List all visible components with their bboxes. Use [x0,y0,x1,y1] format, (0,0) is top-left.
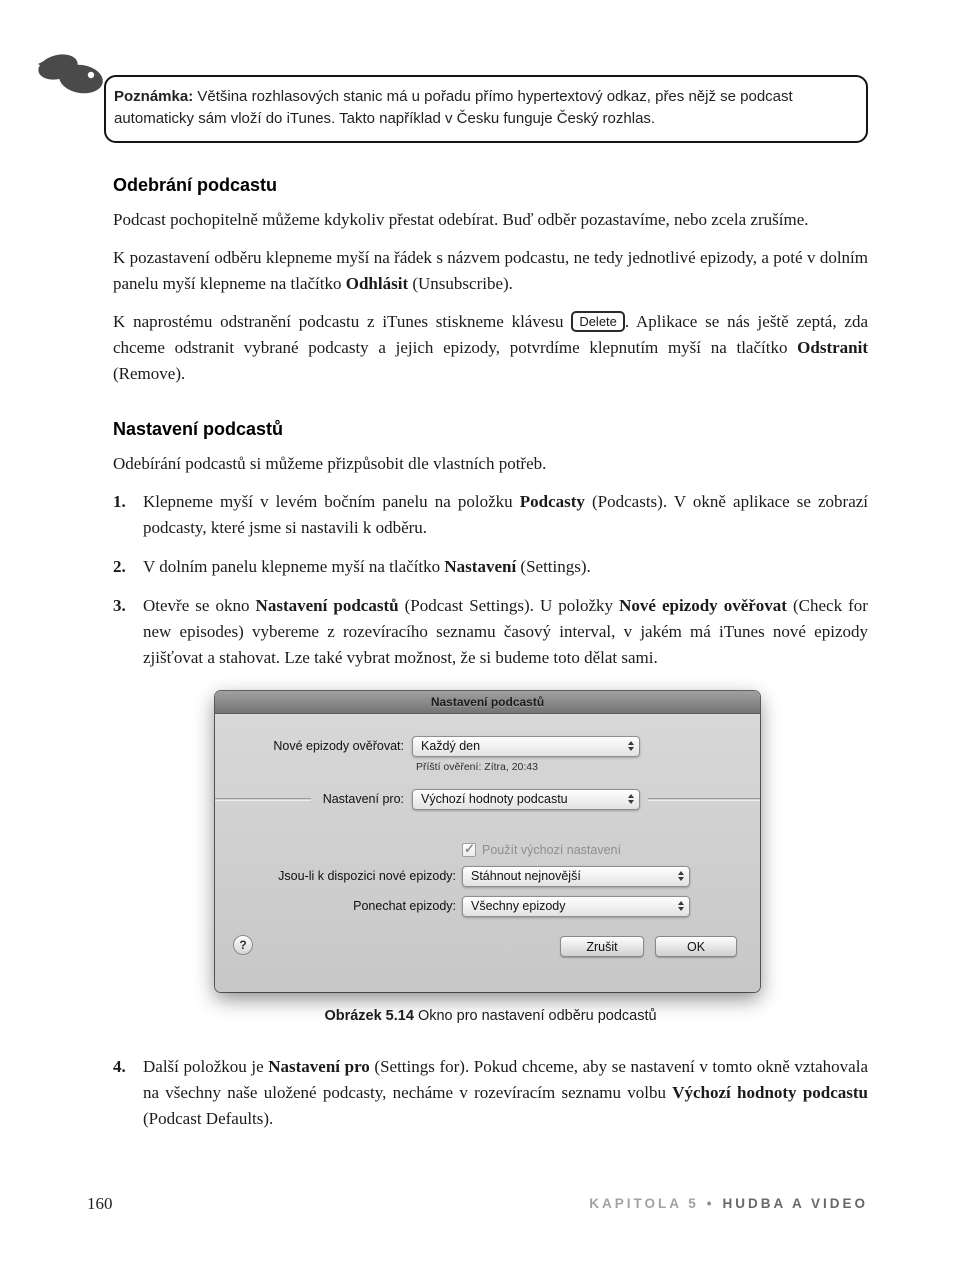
bold-term: Podcasty [519,492,585,511]
text-segment: (Unsubscribe). [408,274,513,293]
running-footer [589,1196,868,1211]
paragraph [113,309,868,387]
text-segment: Klepneme myší v levém bočním panelu na položku [143,492,520,511]
settings-for-dropdown[interactable] [412,789,640,810]
checkmark-icon: ✓ [464,841,475,856]
text-segment: K pozastavení odběru klepneme myší na řádek s názvem podcastu, ne tedy jednotlivé epizody, a poté v dolním panelu myší klepneme na tlačítko [113,248,868,293]
list-item-text [143,1054,868,1132]
list-item-text [143,593,868,671]
paragraph [113,207,868,233]
footer-chapter: KAPITOLA 5 [589,1196,699,1211]
bold-term: Nastavení podcastů [255,596,399,615]
list-item [113,1054,868,1132]
help-button[interactable]: ? [233,935,253,955]
list-number: 3. [113,596,126,615]
figure-caption-text: Okno pro nastavení odběru podcastů [413,1008,657,1024]
text-segment: (Settings for). Pokud chceme, aby se nastavení v tomto okně vztahovala na všechny naše uložené podcasty, necháme v rozevíracím seznamu volbu [143,1057,868,1102]
dropdown-arrows-icon [628,794,634,804]
next-check-text: Příští ověření: Zítra, 20:43 [416,761,538,773]
paragraph [113,451,868,477]
list-item-text [143,554,868,580]
bold-term: Nastavení [444,557,517,576]
text-segment: (Remove). [113,364,186,383]
dropdown-value: Výchozí hodnoty podcastu [421,792,568,806]
bold-term: Nastavení pro [268,1057,370,1076]
text-segment: K naprostému odstranění podcastu z iTunes stiskneme klávesu [113,312,572,331]
bold-term: Výchozí hodnoty podcastu [672,1083,869,1102]
bold-term: Odstranit [797,338,868,357]
dropdown-arrows-icon [628,741,634,751]
figure-caption [113,1008,868,1024]
text-segment: Další položkou je [143,1057,269,1076]
use-defaults-label: Použít výchozí nastavení [482,843,621,857]
note-icon [36,50,108,100]
dropdown-arrows-icon [678,901,684,911]
figure-5-14 [215,691,868,992]
bold-term: Odhlásit [345,274,409,293]
keep-episodes-dropdown[interactable] [462,896,690,917]
list-number: 1. [113,492,126,511]
dropdown-value: Všechny epizody [471,899,566,913]
text-segment: Odebírání podcastů si můžeme přizpůsobit dle vlastních potřeb. [113,454,547,473]
dropdown-arrows-icon [678,871,684,881]
text-segment: . Aplikace se nás ještě zeptá, zda chceme odstranit vybrané podcasty a jejich epizody, potvrdíme klepnutím myší na tlačítko [113,312,868,357]
new-episodes-label: Jsou-li k dispozici nové epizody: [278,869,456,883]
keep-episodes-label: Ponechat epizody: [353,899,456,913]
cancel-button[interactable]: Zrušit [560,936,644,957]
text-segment: (Check for new episodes) vybereme z rozevíracího seznamu časový interval, v jakém má iTunes nové epizody zjišťovat a stahovat. Lze také vybrat možnost, že si budeme toto dělat sami. [143,596,868,667]
use-defaults-row [462,842,621,858]
list-item [113,489,868,541]
list-number: 4. [113,1057,126,1076]
text-segment: (Podcast Settings). U položky [398,596,620,615]
dropdown-value: Stáhnout nejnovější [471,869,581,883]
dropdown-value: Každý den [421,739,481,753]
list-item-text [143,489,868,541]
list-item [113,593,868,671]
text-segment: Otevře se okno [143,596,256,615]
footer-book-title: HUDBA A VIDEO [722,1196,868,1211]
check-frequency-label: Nové epizody ověřovat: [273,739,404,753]
text-segment: (Podcast Defaults). [143,1109,274,1128]
check-frequency-dropdown[interactable] [412,736,640,757]
ok-button[interactable]: OK [655,936,737,957]
note-label: Poznámka: [114,88,194,105]
note-box [104,75,868,143]
settings-for-label: Nastavení pro: [322,792,404,806]
footer-separator: • [706,1196,715,1211]
note-text: Většina rozhlasových stanic má u pořadu přímo hypertextový odkaz, přes nějž se podcast automaticky sám vloží do iTunes. Takto například v Česku funguje Český rozhlas. [114,88,793,127]
paragraph [113,245,868,297]
text-segment: V dolním panelu klepneme myší na tlačítko [143,557,445,576]
section-heading-odebrani: Odebrání podcastu [113,175,278,195]
delete-key: Delete [571,311,625,332]
list-number: 2. [113,557,126,576]
divider-line [648,798,760,801]
podcast-settings-window [215,691,760,992]
page-number: 160 [87,1194,113,1213]
use-defaults-checkbox[interactable] [462,843,476,857]
text-segment: (Settings). [516,557,591,576]
list-item [113,554,868,580]
figure-caption-label: Obrázek 5.14 [324,1008,414,1024]
section-heading-nastaveni: Nastavení podcastů [113,419,284,439]
text-segment: (Podcasts). V okně aplikace se zobrazí podcasty, které jsme si nastavili k odběru. [143,492,869,537]
bold-term: Nové epizody ověřovat [619,596,787,615]
window-title: Nastavení podcastů [430,695,545,709]
window-body [215,714,760,992]
text-segment: Podcast pochopitelně můžeme kdykoliv přestat odebírat. Buď odběr pozastavíme, nebo zcela zrušíme. [113,210,809,229]
new-episodes-dropdown[interactable] [462,866,690,887]
window-titlebar [215,691,760,714]
